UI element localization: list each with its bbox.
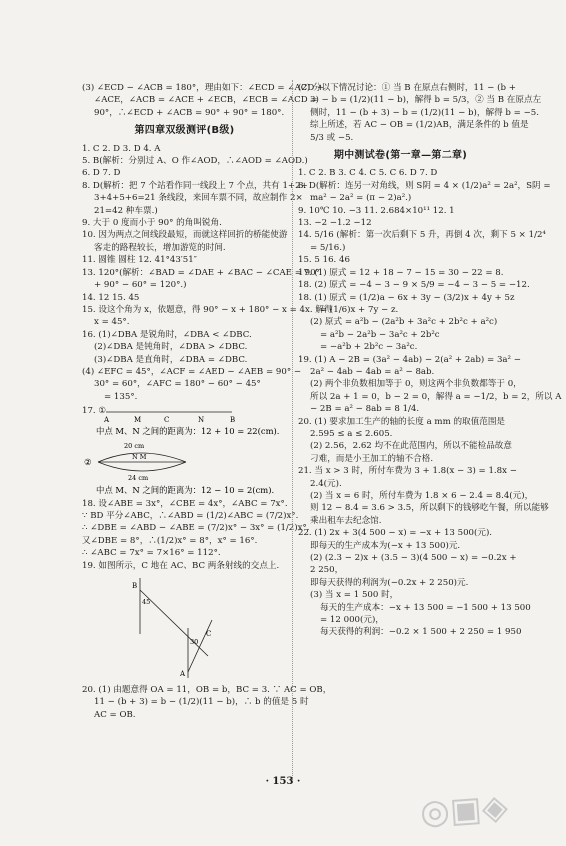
- answer-line: (3)∠DBA 是直角时，∠DBA = ∠DBC.: [94, 354, 248, 365]
- answer-line: 8. D(解析：连另一对角线，则 S阴 = 4 × (1/2)a² = 2a²，S阴 =: [298, 180, 551, 191]
- answer-line: (2) 2.56，2.62 均不在此范围内，所以不能检品故意: [310, 441, 513, 452]
- fig19-label-a: A: [180, 670, 186, 678]
- answer-line: 20. (1) 由题意得 OA = 11，OB = b，BC = 3. ∵ AC = OB，: [82, 685, 332, 695]
- fig17-bottom-label: 24 cm: [128, 473, 149, 482]
- watermark-logo: ◎▣◈: [418, 786, 510, 834]
- answer-line: ∴ ∠ABC = 7x° = 7×16° = 112°.: [82, 548, 221, 559]
- fig17-label-a: A: [104, 415, 110, 424]
- section-heading: 第四章双级测评(B级): [134, 125, 235, 137]
- page-number: · 153 ·: [265, 776, 301, 787]
- answer-line: 3) − b = (1/2)(11 − b)，解得 b = 5/3，② 当 B 在原点左: [310, 95, 542, 106]
- answer-line: = 135°.: [104, 391, 138, 402]
- answer-line: 9. 大于 0 度而小于 90° 的角叫锐角.: [82, 218, 222, 229]
- answer-line: 14. 12 15. 45: [82, 292, 140, 303]
- fig17-caption-2: 中点 M、N 之间的距离为：12 − 10 = 2(cm).: [96, 484, 275, 495]
- answer-line: 30° = 60°，∠AFC = 180° − 60° − 45°: [94, 379, 261, 390]
- answer-line: 每天的生产成本：−x + 13 500 = −1 500 + 13 500: [320, 602, 531, 613]
- answer-line: 20. (1) 要求加工生产的轴的长度 a mm 的取值范围是: [298, 416, 506, 427]
- answer-line: (3) ∠ECD − ∠ACB = 180°，理由如下：∠ECD = ∠ACD +: [82, 83, 325, 93]
- answer-line: 13. −2 −1.2 −12: [298, 218, 372, 229]
- right-lines: [298, 82, 562, 639]
- figure-17: [82, 405, 287, 495]
- answer-line: (2) (2.3 − 2)x + (3.5 − 3)(4 500 − x) = −0.2x +: [310, 553, 517, 564]
- fig19-ray-ac: [188, 620, 212, 672]
- column-divider: [292, 80, 293, 780]
- answer-line: (2) 分以下情况讨论：① 当 B 在原点右侧时，11 − (b +: [298, 83, 516, 93]
- answer-line: ma² − 2a² = (π − 2)a².): [310, 193, 412, 204]
- answer-line: = (1/6)x + 7y − z.: [320, 304, 399, 315]
- answer-line: 刁难，而是小王加工的轴不合格.: [310, 453, 434, 464]
- answer-line: 又∠DBE = 8°，∴(1/2)x° = 8°，x° = 16°.: [82, 535, 258, 546]
- answer-line: 客走的路程较长，增加游览的时间.: [94, 242, 226, 253]
- answer-line: AC = OB.: [94, 709, 136, 720]
- answer-line: 15. 设这个角为 x，依题意，得 90° − x + 180° − x = 4x. 解得: [82, 304, 333, 315]
- answer-line: (3) 当 x = 1 500 时，: [310, 590, 399, 601]
- answer-line: − 2B = a² − 8ab = 8 1/4.: [310, 404, 420, 415]
- answer-line: 5/3 或 −5.: [310, 132, 354, 143]
- fig17-mid-label: N M: [132, 452, 147, 461]
- answer-line: 18. (1) 原式 = (1/2)a − 6x + 3y − (3/2)x + 4y + 5z: [298, 292, 515, 303]
- answer-line: (4) ∠EFC = 45°，∠ACF = ∠AED − ∠AEB = 90° −: [82, 366, 302, 377]
- answer-line: 22. (1) 2x + 3(4 500 − x) = −x + 13 500(元).: [298, 528, 493, 539]
- answer-line: 13. 120°(解析：∠BAD = ∠DAE + ∠BAC − ∠CAE = 90°: [82, 267, 320, 278]
- answer-line: 14. 5/16 (解析：第一次后剩下 5 升，再倒 4 次，剩下 5 × 1/2⁴: [298, 230, 546, 241]
- fig19-label-c: C: [206, 630, 212, 638]
- answer-line: = a²b − 2a²b − 3a²c + 2b²c: [320, 329, 440, 340]
- answer-line: 1. C 2. B 3. C 4. C 5. C 6. D 7. D: [298, 168, 438, 179]
- answer-line: + 90° − 60° = 120°.): [94, 280, 187, 291]
- answer-line: = 12 000(元)，: [320, 615, 384, 626]
- answer-line: 则 12 − 8.4 = 3.6 > 3.5，所以剩下的钱够吃午餐，所以能够: [310, 503, 549, 514]
- fig19-diagram: [82, 574, 287, 682]
- answer-line: 每天获得的利润：−0.2 × 1 500 + 2 250 = 1 950: [320, 627, 522, 638]
- answer-line: (2)∠DBA 是钝角时，∠DBA > ∠DBC.: [94, 342, 248, 353]
- fig17-label-m: M: [134, 415, 142, 424]
- fig17-caption-1: 中点 M、N 之间的距离为：12 + 10 = 22(cm).: [96, 425, 280, 436]
- answer-line: 17. (1) 原式 = 12 + 18 − 7 − 15 = 30 − 22 = 8.: [298, 267, 504, 278]
- answer-line: 2.595 ≤ a ≤ 2.605.: [310, 428, 393, 439]
- answer-line: 3+4+5+6=21 条线段，来回车票不同，故应制作 2×: [94, 193, 303, 204]
- answer-line: 16. (1)∠DBA 是锐角时，∠DBA < ∠DBC.: [82, 329, 252, 340]
- answer-line: (2) 两个非负数相加等于 0，则这两个非负数都等于 0，: [310, 379, 522, 390]
- fig17-line1: 17. ①: [82, 406, 107, 417]
- answer-line: 18. (2) 原式 = −4 − 3 − 9 × 5/9 = −4 − 3 − 5 = −12.: [298, 280, 530, 291]
- fig17-label-c: C: [164, 415, 170, 424]
- answer-line: 乘出租车去纪念馆.: [310, 515, 382, 526]
- answer-line: 90°，∴∠ECD + ∠ACB = 90° + 90° = 180°.: [94, 107, 285, 118]
- answer-line: 19. 如图所示，C 地在 AC、BC 两条射线的交点上.: [82, 560, 280, 571]
- answer-line: 11 − (b + 3) = b − (1/2)(11 − b)，∴ b 的值是 5 时: [94, 697, 309, 708]
- fig19-label-b: B: [132, 582, 138, 590]
- answer-line: 即每天获得的利润为(−0.2x + 2 250)元.: [310, 577, 469, 588]
- answer-line: 8. D(解析：把 7 个站看作同一线段上 7 个点，共有 1+2+: [82, 180, 308, 191]
- answer-line: x = 45°.: [94, 317, 130, 328]
- answer-line: 2.4(元).: [310, 478, 342, 489]
- answer-line: = 5/16.): [310, 242, 346, 253]
- answer-line: 综上所述，若 AC − OB = (1/2)AB，满足条件的 b 值是: [310, 120, 529, 131]
- answer-line: 所以 2a + 1 = 0，b − 2 = 0，解得 a = −1/2，b = 2，所以 A: [310, 391, 562, 402]
- answer-line: 21. 当 x > 3 时，所付车费为 3 + 1.8(x − 3) = 1.8x −: [298, 466, 517, 477]
- answer-line: 即每天的生产成本为(−x + 13 500)元.: [310, 540, 461, 551]
- left-lines-c: [82, 684, 332, 721]
- answer-line: ∴ ∠DBE = ∠ABD − ∠ABE = (7/2)x° − 3x° = (1/2)x°.: [82, 523, 310, 534]
- section-heading: 期中测试卷(第一章—第二章): [333, 150, 468, 162]
- answer-line: 侧时，11 − (b + 3) − b = (1/2)(11 − b)，解得 b = −5.: [310, 107, 539, 118]
- fig17-arc-bottom: [98, 462, 186, 471]
- answer-line: ∵ BD 平分∠ABC，∴∠ABD = (1/2)∠ABC = (7/2)x°.: [82, 510, 299, 521]
- answer-line: 5. B(解析：分别过 A、O 作∠AOD，∴∠AOD = ∠AOD.): [82, 156, 308, 167]
- answer-line: (2) 当 x = 6 时，所付车费为 1.8 × 6 − 2.4 = 8.4(元)，: [310, 491, 534, 501]
- answer-line: 6. D 7. D: [82, 168, 121, 179]
- answer-line: 2 250，: [310, 565, 344, 576]
- answer-line: (2) 原式 = a²b − (2a²b + 3a²c + 2b²c + a²c): [310, 317, 498, 328]
- answer-line: = −a²b + 2b²c − 3a²c.: [320, 342, 418, 353]
- fig17-label-n: N: [198, 415, 205, 424]
- fig17-num-2: ②: [84, 456, 92, 467]
- fig19-label-30: 30: [190, 638, 199, 646]
- answer-line: ∠ACE，∠ACB = ∠ACE + ∠ECB，∠ECB = ∠ACD =: [94, 95, 318, 106]
- answer-line: 10. 因为两点之间线段最短，而就这样回折的桥能使游: [82, 230, 288, 241]
- fig19-label-45: 45: [142, 598, 151, 606]
- answer-line: 9. 10℃ 10. −3 11. 2.684×10¹¹ 12. 1: [298, 205, 455, 216]
- answer-line: 21=42 种车票.): [94, 205, 158, 216]
- right-column: [298, 82, 562, 639]
- left-lines-b: [82, 498, 310, 572]
- answer-line: 15. 5 16. 46: [298, 255, 350, 266]
- figure-19: [82, 574, 287, 682]
- answer-line: 1. C 2. D 3. D 4. A: [82, 143, 161, 154]
- fig17-diagram: [82, 415, 287, 496]
- answer-line: 18. 设∠ABE = 3x°，∠CBE = 4x°，∠ABC = 7x°.: [82, 498, 288, 509]
- fig17-top-label: 20 cm: [124, 441, 145, 450]
- answer-line: 11. 圆锥 圆柱 12. 41°43′51″: [82, 255, 197, 266]
- fig17-label-b: B: [230, 415, 236, 424]
- answer-line: 19. (1) A − 2B = (3a² − 4ab) − 2(a² + 2ab) = 3a² −: [298, 354, 521, 365]
- answer-line: 2a² − 4ab − 4ab = a² − 8ab.: [310, 366, 435, 377]
